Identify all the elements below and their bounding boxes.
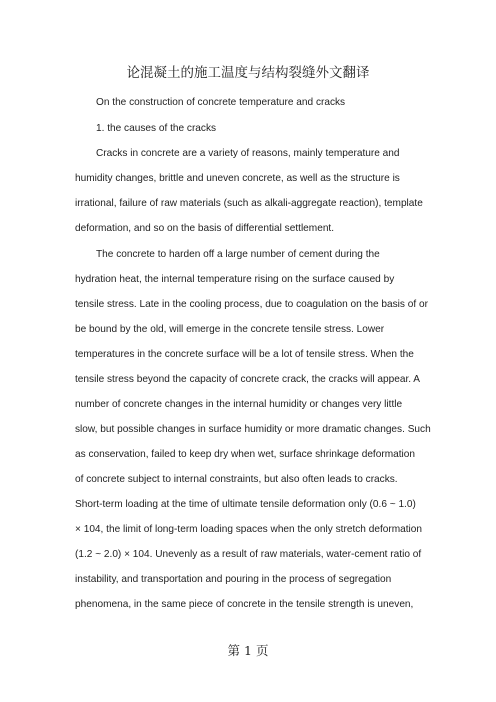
paragraph-2-line: × 104, the limit of long-term loading spaces when the only stretch deformation [75,524,423,535]
paragraph-2-line: The concrete to harden off a large number of cement during the [96,249,380,260]
paragraph-2-line: tensile stress beyond the capacity of concrete crack, the cracks will appear. A [75,374,421,385]
paragraph-2-line: hydration heat, the internal temperature rising on the surface caused by [75,274,395,285]
paragraph-1-line: irrational, failure of raw materials (such as alkali-aggregate reaction), template [75,198,423,209]
page-title: 论混凝土的施工温度与结构裂缝外文翻译 [126,65,370,81]
paragraph-2-line: temperatures in the concrete surface will be a lot of tensile stress. When the [75,349,414,360]
paragraph-1-line: Cracks in concrete are a variety of reasons, mainly temperature and [96,148,400,159]
paragraph-2-line: slow, but possible changes in surface humidity or more dramatic changes. Such [75,424,431,435]
paragraph-2-line: of concrete subject to internal constraints, but also often leads to cracks. [75,474,398,485]
paragraph-1-line: humidity changes, brittle and uneven concrete, as well as the structure is [75,173,400,184]
paragraph-2-line: be bound by the old, will emerge in the concrete tensile stress. Lower [75,324,385,335]
page-number-footer: 第 1 页 [227,643,269,658]
section-heading: 1. the causes of the cracks [96,123,217,134]
paragraph-2-line: phenomena, in the same piece of concrete in the tensile strength is uneven, [75,599,414,610]
paragraph-1-line: deformation, and so on the basis of differential settlement. [75,223,335,234]
paragraph-2-line: tensile stress. Late in the cooling process, due to coagulation on the basis of or [75,299,428,310]
paragraph-2-line: (1.2 ~ 2.0) × 104. Unevenly as a result of raw materials, water-cement ratio of [75,549,422,560]
paragraph-2-line: as conservation, failed to keep dry when wet, surface shrinkage deformation [75,449,416,460]
paragraph-2-line: Short-term loading at the time of ultimate tensile deformation only (0.6 ~ 1.0) [75,499,416,510]
paragraph-2-line: instability, and transportation and pouring in the process of segregation [75,574,392,585]
document-subtitle: On the construction of concrete temperature and cracks [96,97,346,108]
paragraph-2-line: number of concrete changes in the internal humidity or changes very little [75,399,403,410]
